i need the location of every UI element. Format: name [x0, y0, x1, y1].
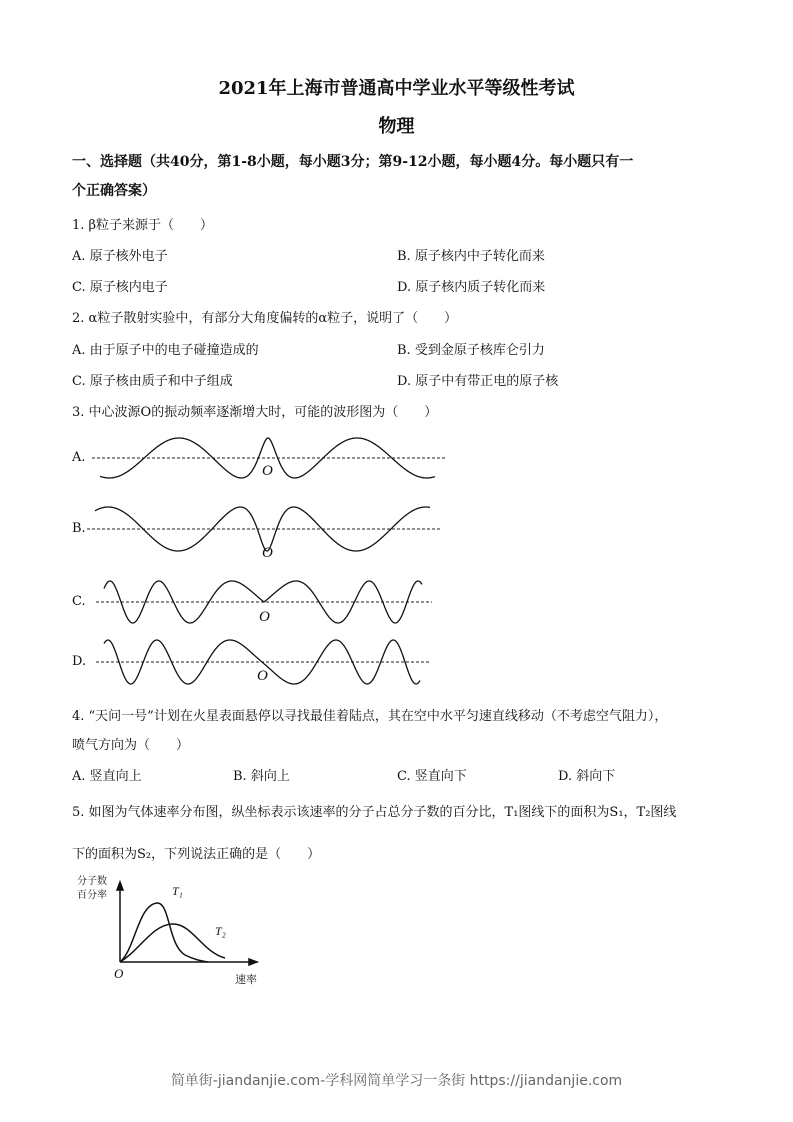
- wave-d-source-label: O: [257, 668, 268, 684]
- q4-option-d: D. 斜向下: [558, 769, 616, 784]
- q3-option-c: C.: [72, 594, 86, 609]
- x-axis-arrow: [249, 959, 257, 965]
- x-axis-label: 速率: [235, 973, 257, 986]
- curve-t2-label: T₂: [215, 924, 226, 938]
- q3-option-a: A.: [72, 450, 86, 465]
- q2-stem: 2. α粒子散射实验中，有部分大角度偏转的α粒子，说明了（ ）: [72, 311, 458, 326]
- q4-option-c: C. 竖直向下: [397, 769, 467, 784]
- origin-label: O: [114, 966, 124, 981]
- section-heading-cont: 个正确答案）: [72, 183, 156, 199]
- wave-c-source-label: O: [259, 609, 270, 625]
- q1-option-d: D. 原子核内质子转化而来: [397, 280, 546, 295]
- q4-stem-cont: 喷气方向为（ ）: [72, 738, 190, 753]
- q1-stem: 1. β粒子来源于（ ）: [72, 218, 214, 233]
- q2-option-d: D. 原子中有带正电的原子核: [397, 374, 559, 389]
- subject-title: 物理: [378, 116, 415, 137]
- curve-t2: [120, 924, 225, 962]
- q4-stem: 4. “天问一号”计划在火星表面悬停以寻找最佳着陆点，其在空中水平匀速直线移动（不考虑空气阻力），: [72, 709, 668, 724]
- q3-option-b: B.: [72, 521, 86, 536]
- q2-option-c: C. 原子核由质子和中子组成: [72, 374, 233, 389]
- q3-option-d: D.: [72, 654, 87, 669]
- q4-option-b: B. 斜向上: [233, 769, 290, 784]
- y-axis-arrow: [117, 882, 123, 890]
- section-heading: 一、选择题（共40分，第1-8小题，每小题3分；第9-12小题，每小题4分。每小题只有一: [72, 154, 634, 170]
- q5-stem-cont: 下的面积为S₂，下列说法正确的是（ ）: [72, 847, 321, 862]
- q1-option-b: B. 原子核内中子转化而来: [397, 249, 545, 264]
- footer-watermark: 简单街-jiandanjie.com-学科网简单学习一条街 https://jiandanjie.com: [170, 1073, 623, 1089]
- curve-t1-label: T₁: [172, 884, 183, 898]
- wave-b-source-label: O: [262, 545, 273, 561]
- curve-t1: [120, 903, 208, 962]
- wave-a-source-label: O: [262, 463, 273, 479]
- exam-title: 2021年上海市普通高中学业水平等级性考试: [218, 78, 575, 99]
- y-axis-label-2: 百分率: [77, 890, 107, 901]
- q1-option-c: C. 原子核内电子: [72, 280, 168, 295]
- y-axis-label-1: 分子数: [77, 876, 107, 887]
- q3-stem: 3. 中心波源O的振动频率逐渐增大时，可能的波形图为（ ）: [72, 405, 438, 420]
- q1-option-a: A. 原子核外电子: [72, 249, 168, 264]
- q4-option-a: A. 竖直向上: [72, 769, 142, 784]
- q2-option-b: B. 受到金原子核库仑引力: [397, 343, 545, 358]
- q5-stem: 5. 如图为气体速率分布图，纵坐标表示该速率的分子占总分子数的百分比，T₁图线下的面积为S₁，T₂图线: [72, 805, 677, 820]
- q2-option-a: A. 由于原子中的电子碰撞造成的: [72, 343, 259, 358]
